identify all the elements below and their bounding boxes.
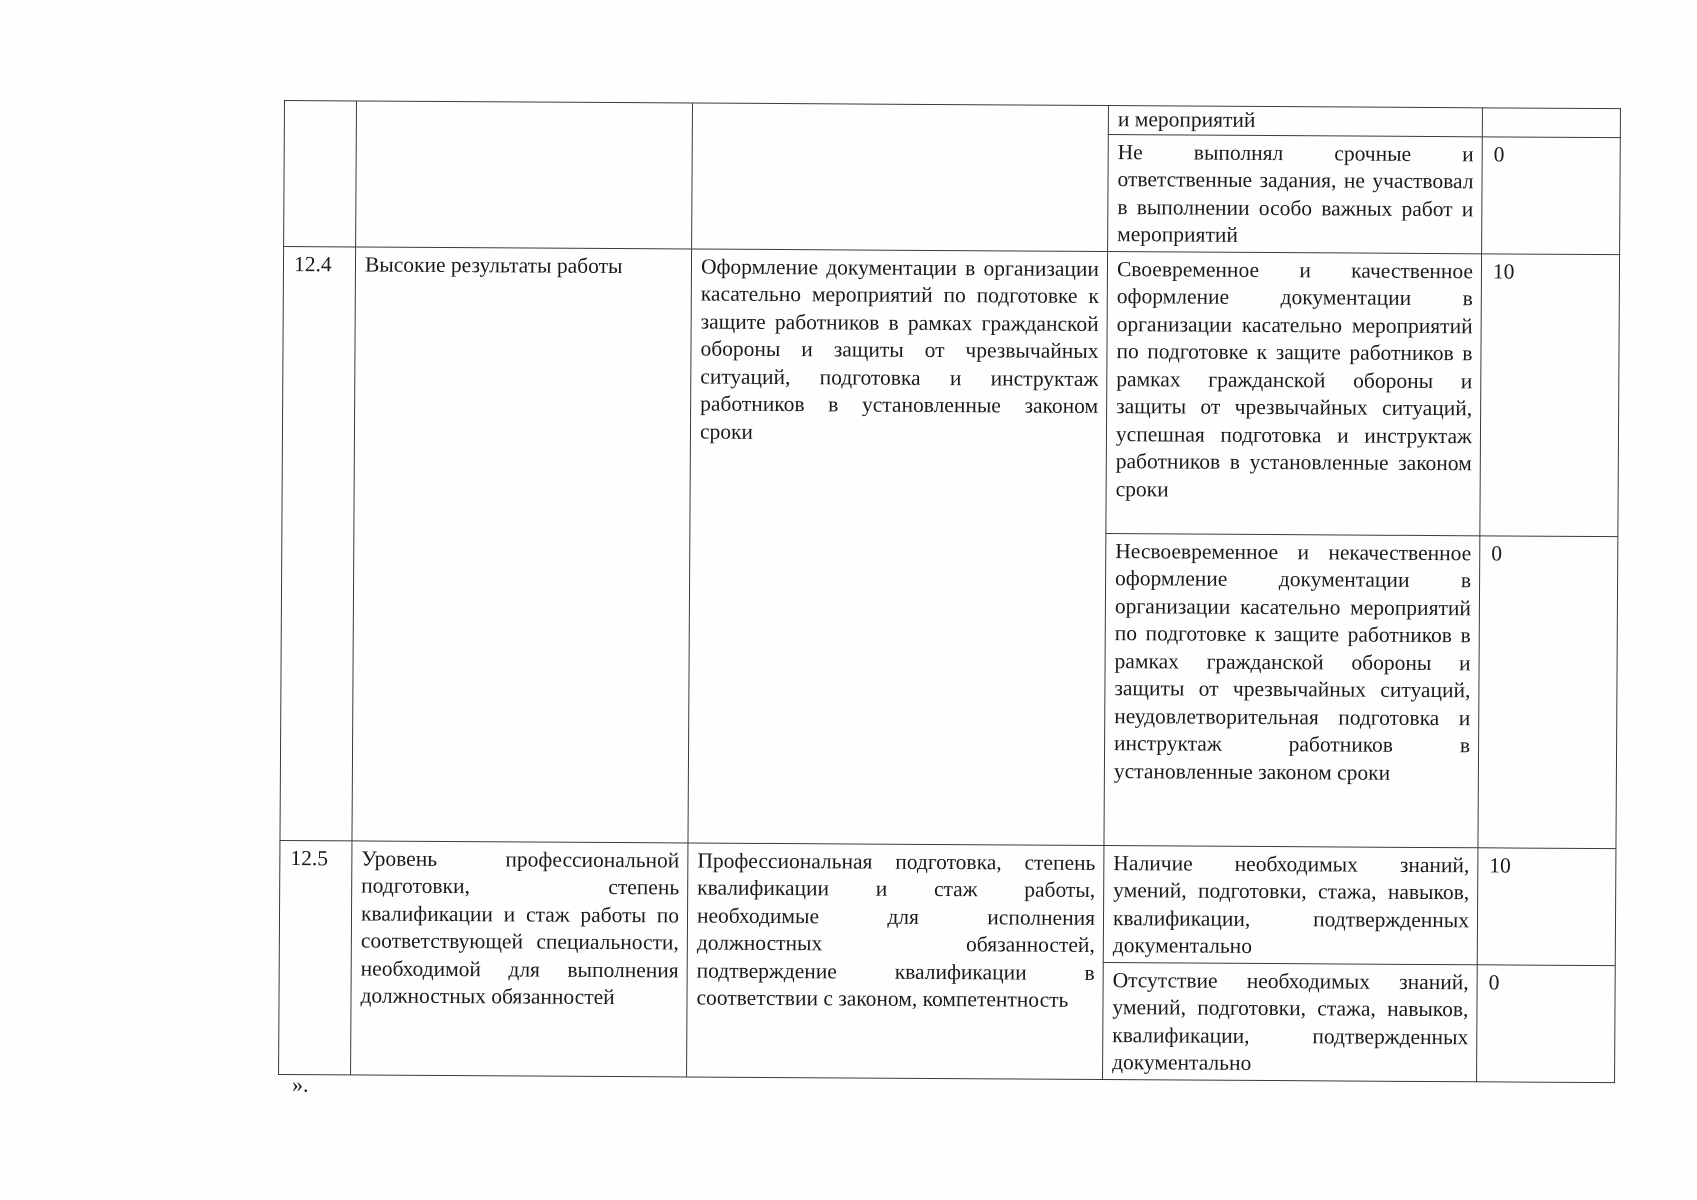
criterion-cell: Своевременное и качественное оформление документации в организации касательно мероприятий по подготовке к защите работников в рамках гражданской обороны и защиты от чрезвычайных ситуаций, успешная подготовка и инструктаж работников в установленные законом сроки [1106, 251, 1482, 535]
indicator-description-cell: Оформление документации в организации касательно мероприятий по подготовке к защите работников в рамках гражданской обороны и защиты от чрезвычайных ситуаций, подготовка и инструктаж работников в установленные законом сроки [688, 248, 1108, 845]
criterion-cell: Не выполнял срочные и ответственные задания, не участвовал в выполнении особо важных работ и мероприятий [1108, 134, 1483, 253]
score-cell [1482, 108, 1620, 137]
criterion-cell: и мероприятий [1108, 106, 1482, 137]
criterion-cell: Отсутствие необходимых знаний, умений, подготовки, стажа, навыков, квалификации, подтвержденных документально [1103, 962, 1478, 1081]
row-number-cell: 12.5 [279, 840, 352, 1074]
table-row [282, 246, 1620, 536]
indicator-description-cell: Профессиональная подготовка, степень квалификации и стаж работы, необходимые для исполнения должностных обязанностей, подтверждение квалификации в соответствии с законом, компетентность [687, 842, 1104, 1079]
table-row [284, 101, 1620, 138]
closing-quote-mark: ». [292, 1072, 309, 1097]
score-cell: 10 [1477, 847, 1616, 965]
indicator-name-cell [356, 101, 693, 249]
criterion-cell: Несвоевременное и некачественное оформление документации в организации касательно мероприятий по подготовке к защите работников в рамках гражданской обороны и защиты от чрезвычайных ситуаций, неудовлетворительная подготовка и инструктаж работников в установленные законом сроки [1104, 533, 1480, 847]
criterion-cell: Наличие необходимых знаний, умений, подготовки, стажа, навыков, квалификации, подтвержденных документально [1103, 845, 1478, 964]
indicator-name-cell: Высокие результаты работы [352, 246, 692, 842]
criteria-table [278, 100, 1621, 1083]
score-cell: 0 [1478, 535, 1618, 848]
table-row [279, 840, 1616, 965]
row-number-cell: 12.4 [280, 246, 356, 840]
score-cell: 0 [1477, 964, 1616, 1082]
indicator-name-cell: Уровень профессиональной подготовки, степень квалификации и стаж работы по соответствующей специальности, необходимой для выполнения должностных обязанностей [351, 840, 688, 1076]
row-number-cell [284, 101, 357, 247]
score-cell: 10 [1480, 253, 1620, 536]
score-cell: 0 [1482, 136, 1621, 254]
indicator-description-cell [692, 103, 1109, 251]
